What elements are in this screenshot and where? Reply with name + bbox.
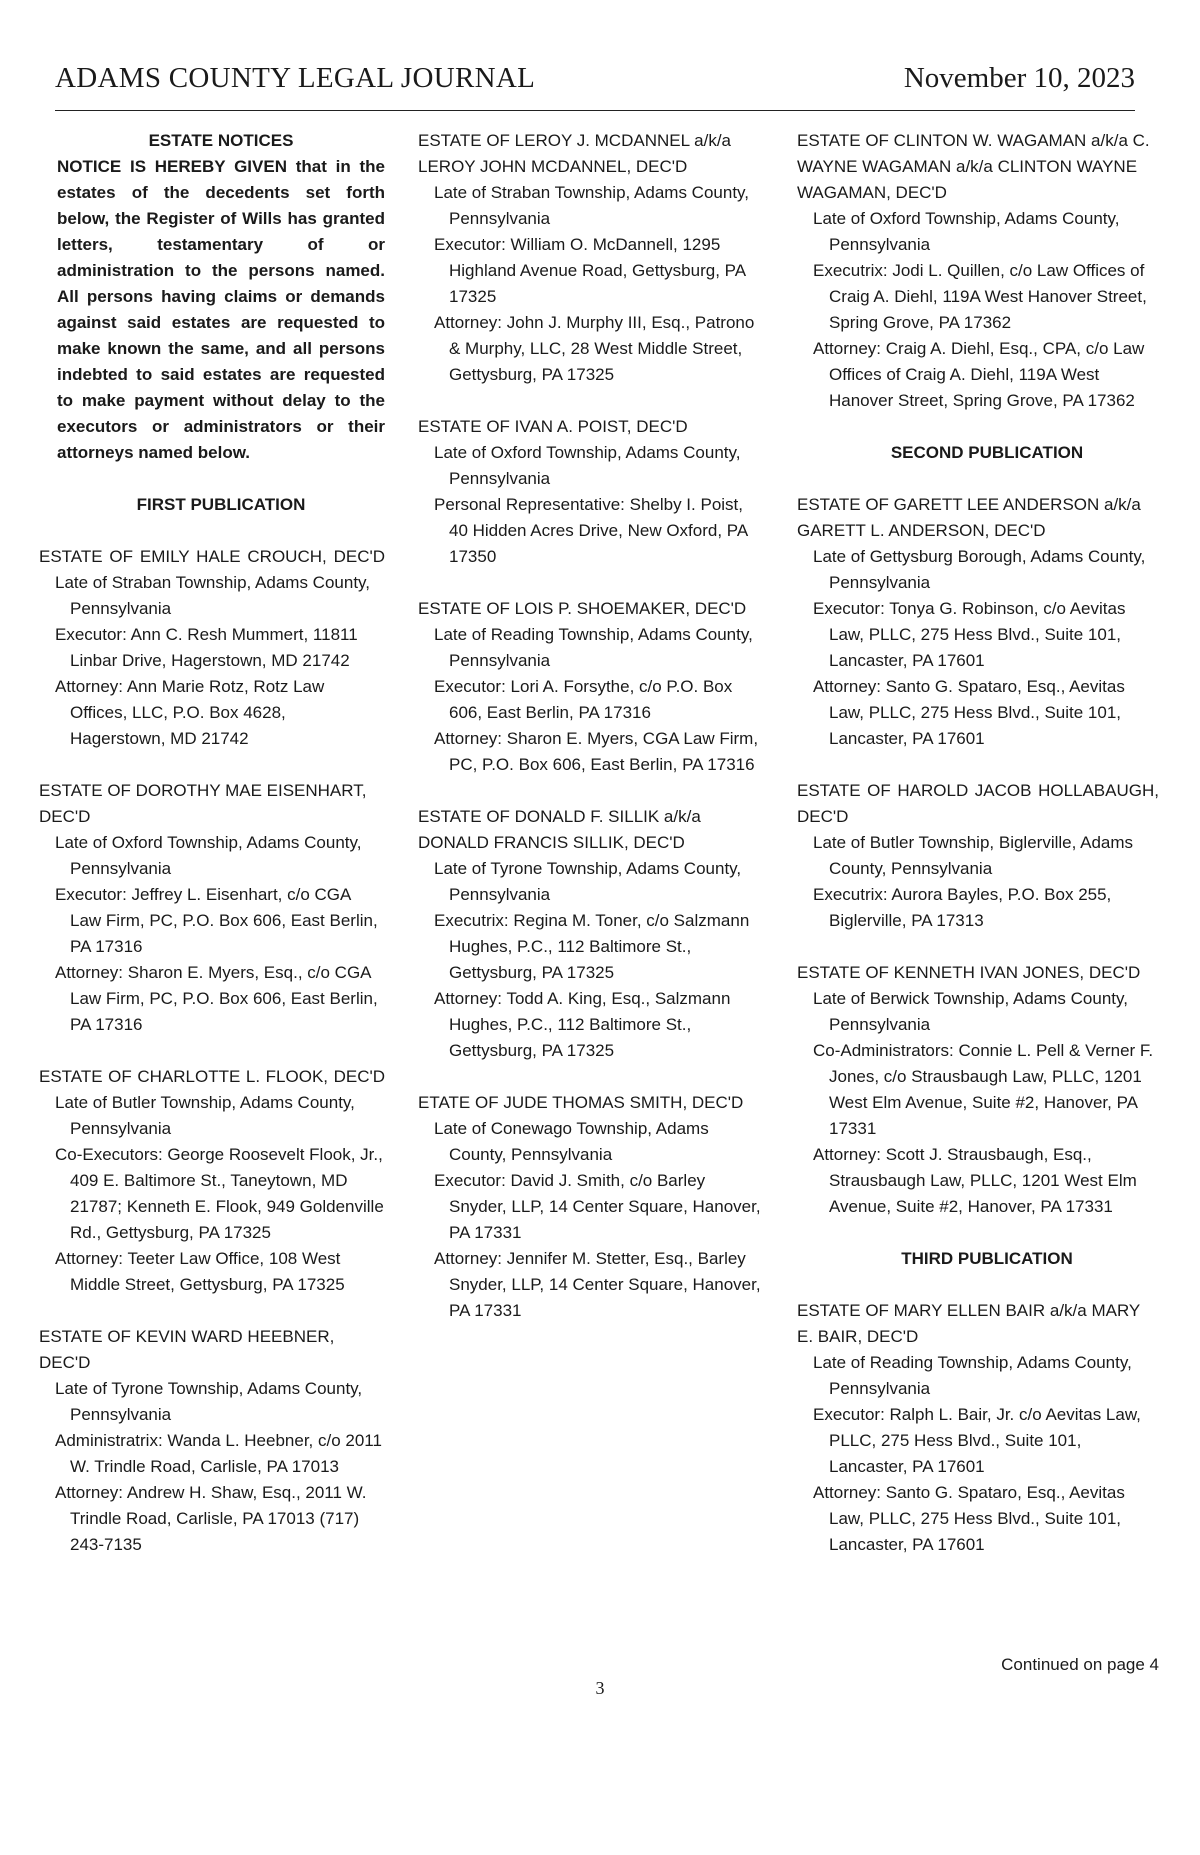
section-third-publication: THIRD PUBLICATION bbox=[901, 1249, 1073, 1268]
estate-entry bbox=[39, 1064, 385, 1298]
estate-residence: Late of Reading Township, Adams County, Pennsylvania bbox=[813, 1353, 1132, 1398]
estate-entry bbox=[418, 596, 764, 778]
estate-name: ESTATE OF LEROY J. MCDANNEL a/k/a LEROY JOHN MCDANNEL, DEC'D bbox=[418, 131, 731, 176]
estate-residence: Late of Butler Township, Biglerville, Adams County, Pennsylvania bbox=[813, 833, 1134, 878]
estate-executor: Executor: Lori A. Forsythe, c/o P.O. Box 606, East Berlin, PA 17316 bbox=[434, 677, 733, 722]
estate-residence: Late of Berwick Township, Adams County, Pennsylvania bbox=[813, 989, 1128, 1034]
estate-executrix: Executrix: Jodi L. Quillen, c/o Law Offices of Craig A. Diehl, 119A West Hanover Street, Spring Grove, PA 17362 bbox=[813, 261, 1147, 332]
estate-name: ESTATE OF MARY ELLEN BAIR a/k/a MARY E. BAIR, DEC'D bbox=[797, 1301, 1140, 1346]
estate-attorney: Attorney: Andrew H. Shaw, Esq., 2011 W. Trindle Road, Carlisle, PA 17013 (717) 243-7135 bbox=[55, 1483, 367, 1554]
estate-executor: Executor: Ann C. Resh Mummert, 11811 Linbar Drive, Hagerstown, MD 21742 bbox=[55, 625, 358, 670]
estate-administrators: Co-Administrators: Connie L. Pell & Verner F. Jones, c/o Strausbaugh Law, PLLC, 1201 West Elm Avenue, Suite #2, Hanover, PA 17331 bbox=[813, 1041, 1154, 1138]
estate-entry bbox=[418, 128, 764, 388]
estate-residence: Late of Tyrone Township, Adams County, Pennsylvania bbox=[434, 859, 742, 904]
estate-attorney: Attorney: Santo G. Spataro, Esq., Aevitas Law, PLLC, 275 Hess Blvd., Suite 101, Lancaster, PA 17601 bbox=[813, 1483, 1125, 1554]
estate-name: ETATE OF JUDE THOMAS SMITH, DEC'D bbox=[418, 1093, 744, 1112]
estate-residence: Late of Straban Township, Adams County, Pennsylvania bbox=[55, 573, 371, 618]
estate-attorney: Attorney: Ann Marie Rotz, Rotz Law Offices, LLC, P.O. Box 4628, Hagerstown, MD 21742 bbox=[55, 677, 325, 748]
estate-residence: Late of Oxford Township, Adams County, Pennsylvania bbox=[434, 443, 741, 488]
estate-entry bbox=[39, 778, 385, 1038]
estate-residence: Late of Gettysburg Borough, Adams County, Pennsylvania bbox=[813, 547, 1146, 592]
estate-name: ESTATE OF LOIS P. SHOEMAKER, DEC'D bbox=[418, 599, 747, 618]
column-1 bbox=[39, 128, 385, 1584]
estate-entry bbox=[418, 804, 764, 1064]
estate-representative: Personal Representative: Shelby I. Poist, 40 Hidden Acres Drive, New Oxford, PA 17350 bbox=[434, 495, 748, 566]
estate-attorney: Attorney: Sharon E. Myers, Esq., c/o CGA Law Firm, PC, P.O. Box 606, East Berlin, PA 17316 bbox=[55, 963, 378, 1034]
estate-entry bbox=[797, 778, 1159, 934]
estate-administrator: Administratrix: Wanda L. Heebner, c/o 2011 W. Trindle Road, Carlisle, PA 17013 bbox=[55, 1431, 382, 1476]
estate-executor: Executor: William O. McDannell, 1295 Highland Avenue Road, Gettysburg, PA 17325 bbox=[434, 235, 746, 306]
estate-residence: Late of Reading Township, Adams County, Pennsylvania bbox=[434, 625, 753, 670]
estate-attorney: Attorney: John J. Murphy III, Esq., Patrono & Murphy, LLC, 28 West Middle Street, Gettysburg, PA 17325 bbox=[434, 313, 755, 384]
estate-name: ESTATE OF CLINTON W. WAGAMAN a/k/a C. WAYNE WAGAMAN a/k/a CLINTON WAYNE WAGAMAN, DEC'D bbox=[797, 131, 1150, 202]
estate-entry bbox=[39, 544, 385, 752]
estate-executrix: Executrix: Aurora Bayles, P.O. Box 255, Biglerville, PA 17313 bbox=[813, 885, 1112, 930]
estate-residence: Late of Butler Township, Adams County, Pennsylvania bbox=[55, 1093, 355, 1138]
estate-name: ESTATE OF DONALD F. SILLIK a/k/a DONALD FRANCIS SILLIK, DEC'D bbox=[418, 807, 701, 852]
notice-title: ESTATE NOTICES bbox=[148, 131, 294, 150]
estate-entry bbox=[797, 1298, 1159, 1558]
estate-executor: Co-Executors: George Roosevelt Flook, Jr., 409 E. Baltimore St., Taneytown, MD 21787; Kenneth E. Flook, 949 Goldenville Rd., Gettysburg, PA 17325 bbox=[55, 1145, 384, 1242]
column-2 bbox=[418, 128, 764, 1350]
section-second-publication: SECOND PUBLICATION bbox=[890, 443, 1084, 462]
estate-attorney: Attorney: Santo G. Spataro, Esq., Aevitas Law, PLLC, 275 Hess Blvd., Suite 101, Lancaster, PA 17601 bbox=[813, 677, 1125, 748]
page-number: 3 bbox=[595, 1678, 605, 1698]
notice-intro: NOTICE IS HEREBY GIVEN that in the estates of the decedents set forth below, the Register of Wills has granted letters, testamentary of or administration to the persons named. All persons having claims or demands against said estates are requested to make known the same, and all persons indebted to said estates are requested to make payment without delay to the executors or administrators or their attorneys named below. bbox=[57, 157, 385, 462]
estate-attorney: Attorney: Scott J. Strausbaugh, Esq., Strausbaugh Law, PLLC, 1201 West Elm Avenue, Suite #2, Hanover, PA 17331 bbox=[813, 1145, 1137, 1216]
column-3 bbox=[797, 128, 1159, 1584]
estate-name: ESTATE OF GARETT LEE ANDERSON a/k/a GARETT L. ANDERSON, DEC'D bbox=[797, 495, 1141, 540]
issue-date: November 10, 2023 bbox=[903, 62, 1135, 94]
estate-entry bbox=[797, 960, 1159, 1220]
estate-attorney: Attorney: Sharon E. Myers, CGA Law Firm, PC, P.O. Box 606, East Berlin, PA 17316 bbox=[434, 729, 759, 774]
estate-name: ESTATE OF KEVIN WARD HEEBNER, DEC'D bbox=[39, 1327, 335, 1372]
estate-executor: Executor: Ralph L. Bair, Jr. c/o Aevitas Law, PLLC, 275 Hess Blvd., Suite 101, Lancaster, PA 17601 bbox=[813, 1405, 1141, 1476]
estate-name: ESTATE OF HAROLD JACOB HOLLABAUGH, DEC'D bbox=[797, 781, 1159, 826]
estate-attorney: Attorney: Craig A. Diehl, Esq., CPA, c/o Law Offices of Craig A. Diehl, 119A West Hanover Street, Spring Grove, PA 17362 bbox=[813, 339, 1145, 410]
estate-residence: Late of Straban Township, Adams County, Pennsylvania bbox=[434, 183, 750, 228]
estate-residence: Late of Oxford Township, Adams County, Pennsylvania bbox=[813, 209, 1120, 254]
estate-executor: Executor: Tonya G. Robinson, c/o Aevitas Law, PLLC, 275 Hess Blvd., Suite 101, Lancaster, PA 17601 bbox=[813, 599, 1126, 670]
page-header bbox=[55, 62, 1135, 111]
estate-residence: Late of Conewago Township, Adams County, Pennsylvania bbox=[434, 1119, 709, 1164]
estate-residence: Late of Tyrone Township, Adams County, Pennsylvania bbox=[55, 1379, 363, 1424]
estate-executrix: Executrix: Regina M. Toner, c/o Salzmann Hughes, P.C., 112 Baltimore St., Gettysburg, PA 17325 bbox=[434, 911, 750, 982]
estate-name: ESTATE OF EMILY HALE CROUCH, DEC'D bbox=[39, 547, 385, 566]
estate-attorney: Attorney: Todd A. King, Esq., Salzmann Hughes, P.C., 112 Baltimore St., Gettysburg, PA 17325 bbox=[434, 989, 731, 1060]
estate-name: ESTATE OF DOROTHY MAE EISENHART, DEC'D bbox=[39, 781, 367, 826]
continued-note: Continued on page 4 bbox=[1001, 1655, 1159, 1674]
estate-executor: Executor: Jeffrey L. Eisenhart, c/o CGA Law Firm, PC, P.O. Box 606, East Berlin, PA 17316 bbox=[55, 885, 378, 956]
estate-attorney: Attorney: Jennifer M. Stetter, Esq., Barley Snyder, LLP, 14 Center Square, Hanover, PA 17331 bbox=[434, 1249, 761, 1320]
estate-name: ESTATE OF CHARLOTTE L. FLOOK, DEC'D bbox=[39, 1067, 385, 1086]
estate-residence: Late of Oxford Township, Adams County, Pennsylvania bbox=[55, 833, 362, 878]
estate-entry bbox=[797, 492, 1159, 752]
estate-executor: Executor: David J. Smith, c/o Barley Snyder, LLP, 14 Center Square, Hanover, PA 17331 bbox=[434, 1171, 761, 1242]
section-first-publication: FIRST PUBLICATION bbox=[136, 495, 306, 514]
estate-entry bbox=[418, 414, 764, 570]
journal-title: ADAMS COUNTY LEGAL JOURNAL bbox=[55, 62, 536, 94]
estate-attorney: Attorney: Teeter Law Office, 108 West Middle Street, Gettysburg, PA 17325 bbox=[55, 1249, 345, 1294]
estate-entry bbox=[418, 1090, 764, 1324]
estate-entry bbox=[39, 1324, 385, 1558]
estate-entry bbox=[797, 128, 1159, 414]
estate-name: ESTATE OF KENNETH IVAN JONES, DEC'D bbox=[797, 963, 1141, 982]
estate-name: ESTATE OF IVAN A. POIST, DEC'D bbox=[418, 417, 688, 436]
